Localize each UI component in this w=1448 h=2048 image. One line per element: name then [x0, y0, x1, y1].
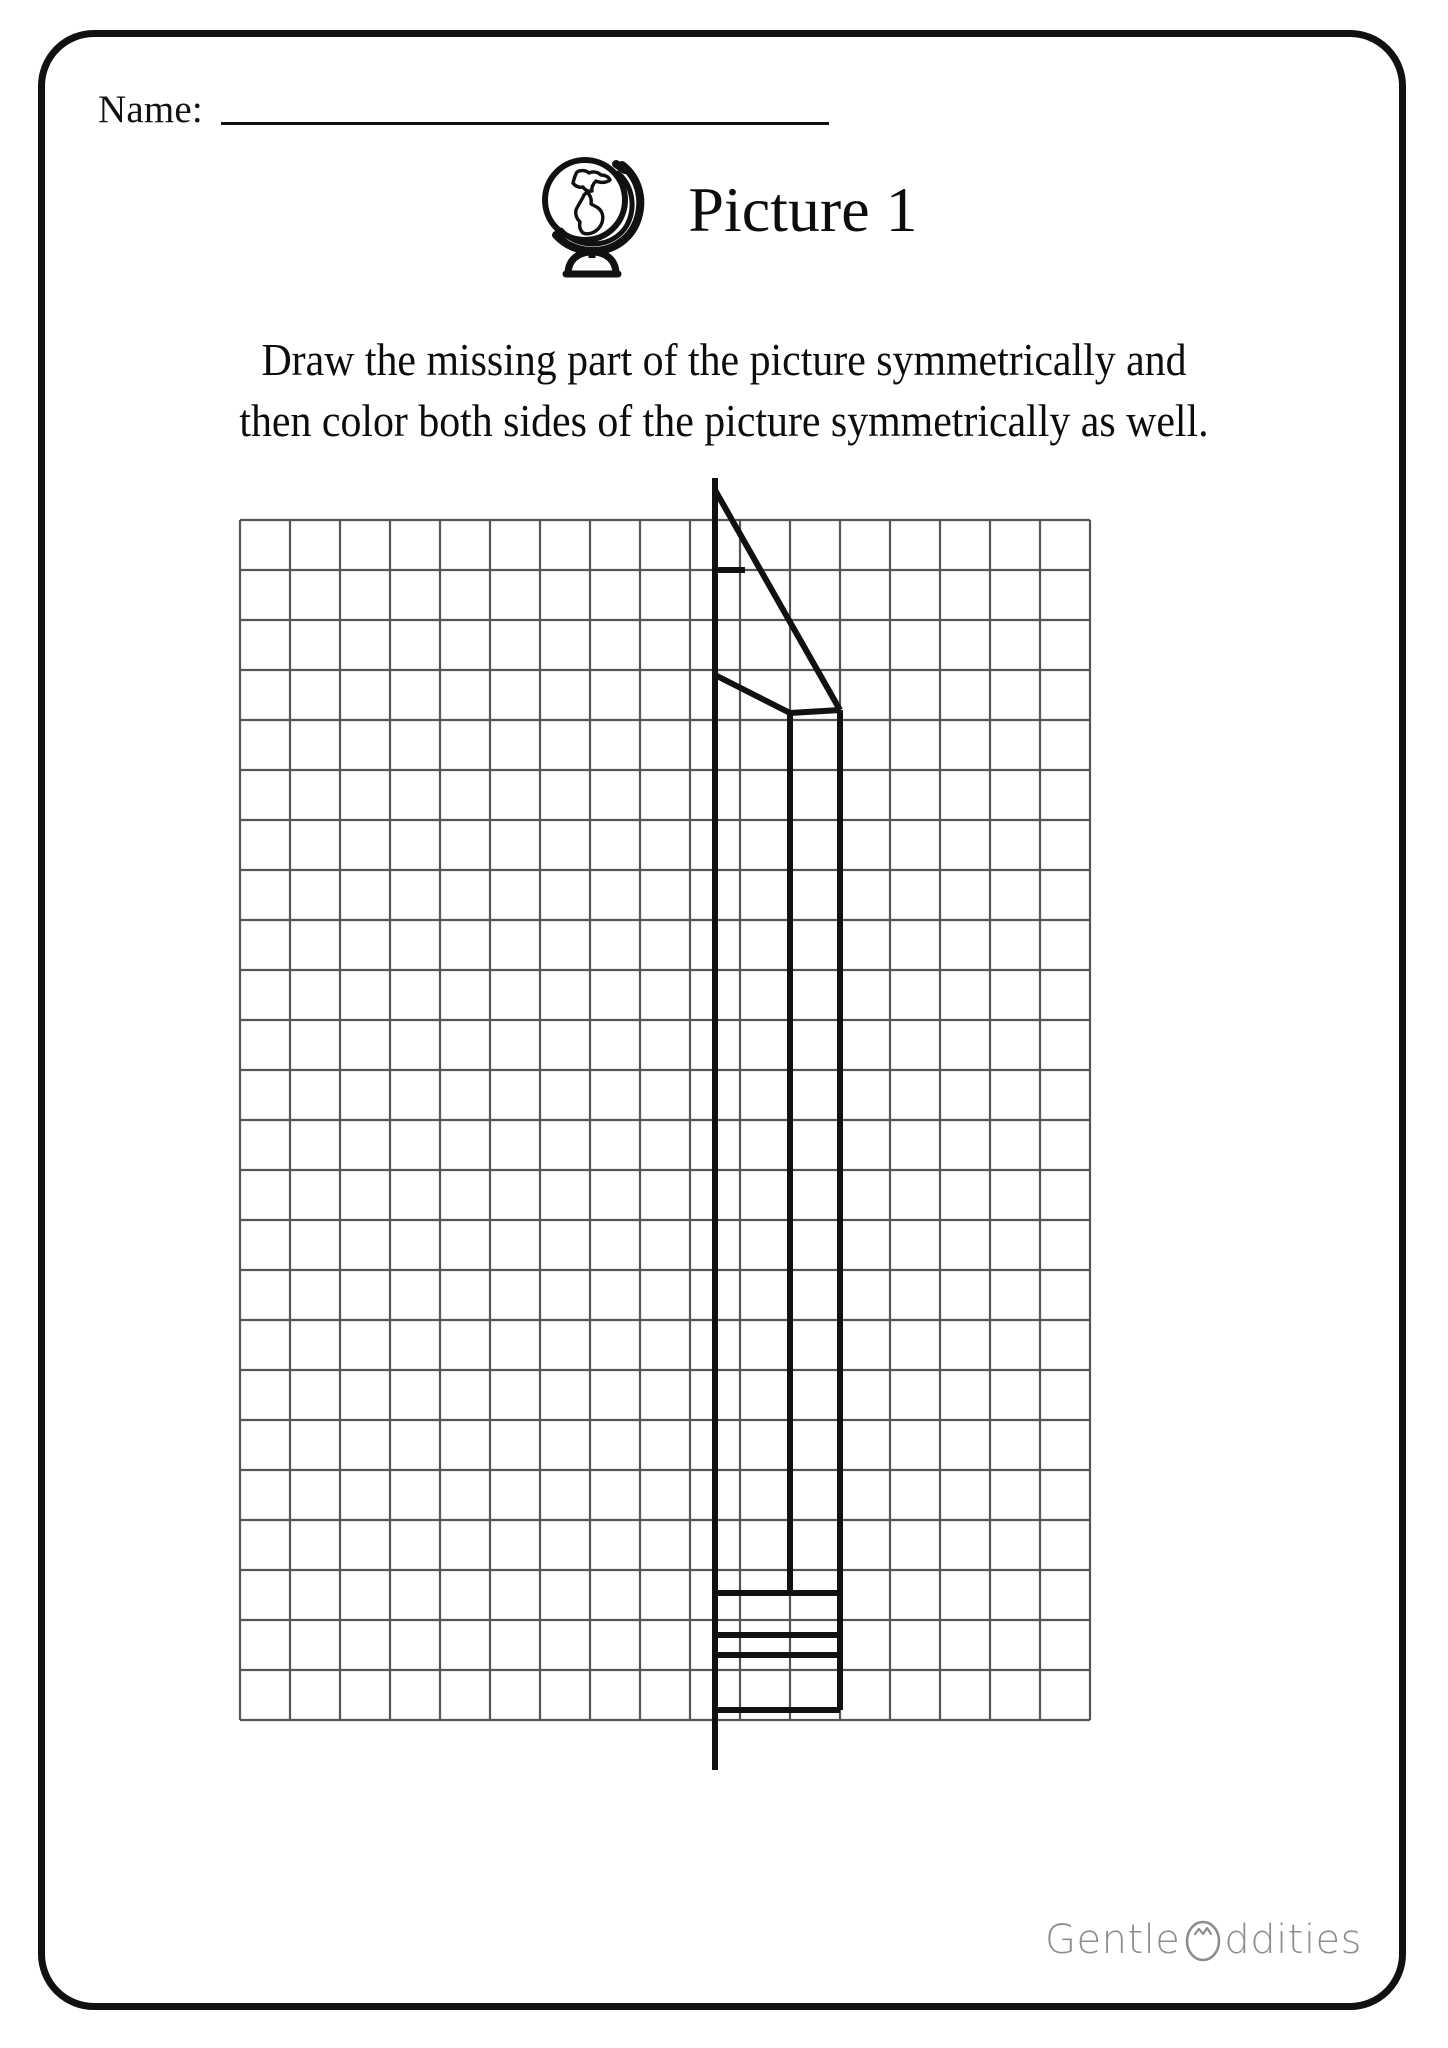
- drawing-area: [0, 470, 1448, 1970]
- grid-lines: [240, 520, 1090, 1720]
- title-block: [0, 148, 1448, 278]
- instructions: [120, 330, 1329, 452]
- pencil-collar-edge: [715, 675, 790, 713]
- pencil-collar-to-tip: [790, 710, 840, 713]
- brand-name-first: Gentle: [1044, 1917, 1181, 1963]
- pencil-drawing: [715, 490, 840, 1710]
- brand-name-second: ddities: [1224, 1917, 1362, 1963]
- symmetry-grid-svg: [0, 470, 1448, 1970]
- egg-icon: [1183, 1918, 1223, 1962]
- name-input-line[interactable]: [221, 122, 829, 125]
- name-label: Name:: [98, 88, 203, 131]
- page-title: Picture 1: [688, 174, 918, 245]
- globe-icon: [530, 148, 654, 278]
- pencil-tip-edge: [715, 490, 840, 710]
- name-field-row: [98, 78, 918, 130]
- instruction-line-1: Draw the missing part of the picture symmetrically and: [261, 335, 1187, 385]
- brand-footer: [1022, 1910, 1362, 1970]
- instruction-line-2: then color both sides of the picture symmetrically as well.: [239, 396, 1209, 446]
